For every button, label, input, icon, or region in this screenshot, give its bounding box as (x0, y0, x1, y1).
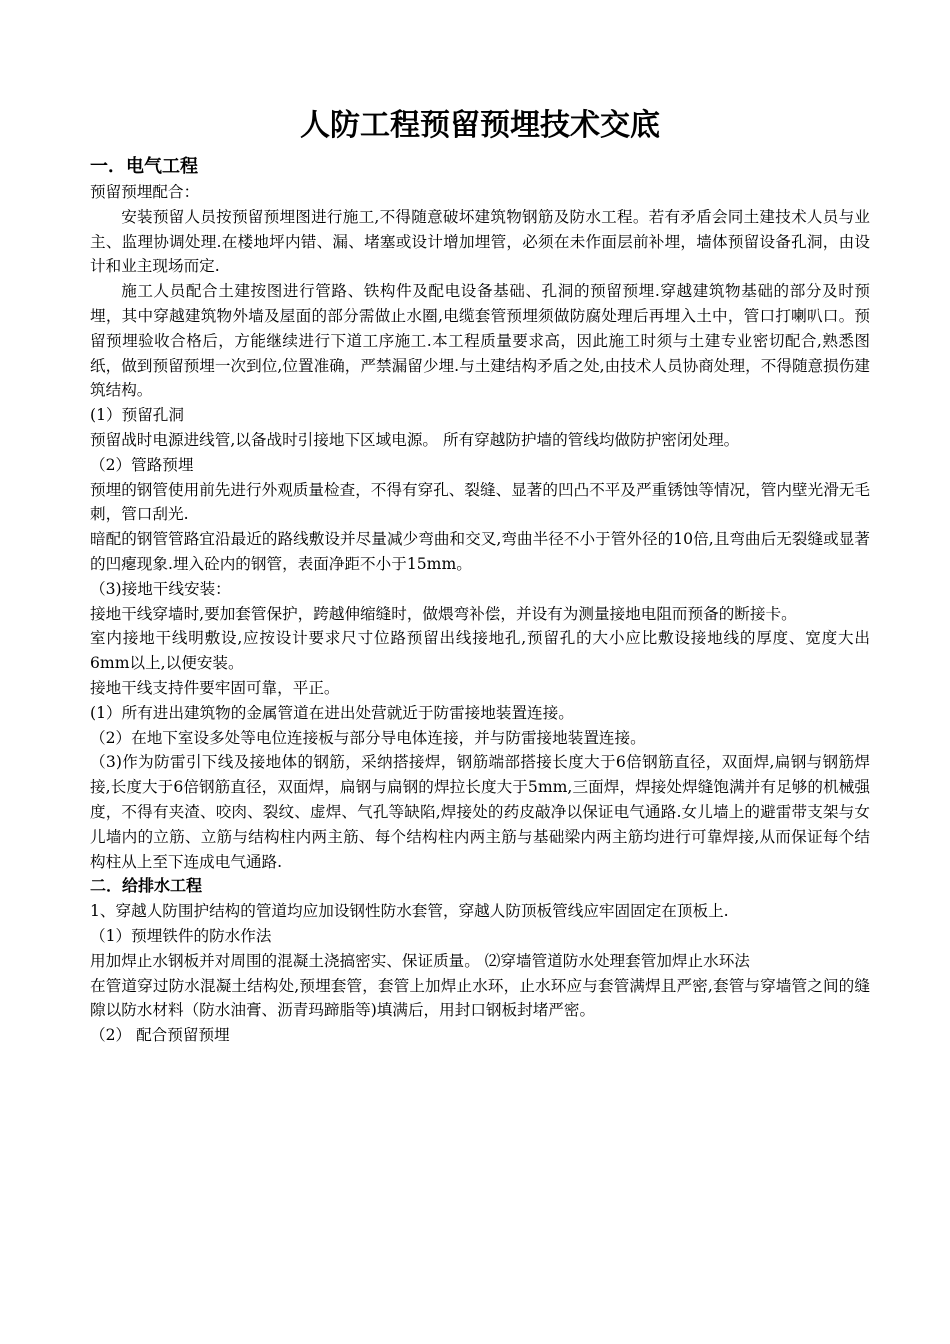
document-title: 人防工程预留预埋技术交底 (300, 108, 660, 143)
paragraph: 预埋的钢管使用前先进行外观质量检查，不得有穿孔、裂缝、显著的凹凸不平及严重锈蚀等情况，管内壁光滑无毛刺，管口刮光. (90, 480, 870, 524)
intro-label: 预留预埋配合： (90, 183, 200, 201)
item-title: （2） 配合预留预埋 (90, 1026, 230, 1045)
item-title: （3)接地干线安装： (90, 579, 231, 598)
paragraph: 接地干线支持件要牢固可靠，平正。 (90, 678, 340, 697)
list-item: (1）所有进出建筑物的金属管道在进出处营就近于防雷接地装置连接。 (90, 703, 574, 722)
section-heading-plumbing: 二．给排水工程 (90, 876, 203, 896)
item-title: (1）预留孔洞 (90, 406, 184, 425)
item-title: （2）管路预埋 (90, 455, 194, 474)
section-heading-electrical: 一．电气工程 (90, 156, 198, 177)
paragraph: 暗配的钢管管路宜沿最近的路线敷设并尽量减少弯曲和交叉,弯曲半径不小于管外径的10倍,且弯曲后无裂缝或显著的凹瘪现象.埋入砼内的钢管，表面净距不小于15mm。 (90, 530, 870, 573)
paragraph: 室内接地干线明敷设,应按设计要求尺寸位路预留出线接地孔,预留孔的大小应比敷设接地线的厚度、宽度大出6mm以上,以便安装。 (90, 629, 870, 673)
paragraph: 预留战时电源进线管,以备战时引接地下区域电源。 所有穿越防护墙的管线均做防护密闭处理。 (90, 430, 740, 449)
paragraph: 1、穿越人防围护结构的管道均应加设钢性防水套管，穿越人防顶板管线应牢固固定在顶板上. (90, 902, 729, 921)
paragraph: 在管道穿过防水混凝土结构处,预埋套管，套管上加焊止水环，止水环应与套管满焊且严密,套管与穿墙管之间的缝隙以防水材料（防水油膏、沥青玛蹄脂等)填满后，用封口钢板封堵严密。 (90, 976, 870, 1020)
list-item: （2）在地下室设多处等电位连接板与部分导电体连接，并与防雷接地装置连接。 (90, 728, 646, 747)
list-item: （3)作为防雷引下线及接地体的钢筋，采纳搭接焊，钢筋端部搭接长度大于6倍钢筋直径，双面焊,扁钢与钢筋焊接,长度大于6倍钢筋直径，双面焊，扁钢与扁钢的焊拉长度大于5mm,三面焊，焊接处焊缝饱满并有足够的机械强度，不得有夹渣、咬肉、裂纹、虚焊、气孔等缺陷,焊接处的药皮敲净以保证电气通路.女儿墙上的避雷带支架与女儿墙内的立筋、立筋与结构柱内两主筋、每个结构柱内两主筋与基础梁内两主筋均进行可靠焊接,从而保证每个结构柱从上至下连成电气通路. (90, 753, 870, 871)
item-title: （1）预埋铁件的防水作法 (90, 926, 272, 945)
paragraph: 用加焊止水钢板并对周围的混凝土浇搞密实、保证质量。 ⑵穿墙管道防水处理套管加焊止水环法 (90, 951, 750, 970)
paragraph: 接地干线穿墙时,要加套管保护，跨越伸缩缝时，做煨弯补偿，并设有为测量接地电阻而预备的断接卡。 (90, 604, 797, 623)
document-page (90, 100, 870, 1048)
paragraph: 安装预留人员按预留预埋图进行施工,不得随意破坏建筑物钢筋及防水工程。若有矛盾会同土建技术人员与业主、监理协调处理.在楼地坪内错、漏、堵塞或设计增加埋管，必须在未作面层前补埋，墙体预留设备孔洞，由设计和业主现场而定. (90, 207, 870, 276)
paragraph: 施工人员配合土建按图进行管路、铁构件及配电设备基础、孔洞的预留预埋.穿越建筑物基础的部分及时预埋，其中穿越建筑物外墙及屋面的部分需做止水圈,电缆套管预埋须做防腐处理后再埋入土中，管口打喇叭口。预留预埋验收合格后，方能继续进行下道工序施工.本工程质量要求高，因此施工时须与土建专业密切配合,熟悉图纸，做到预留预埋一次到位,位置准确，严禁漏留少埋.与土建结构矛盾之处,由技术人员协商处理，不得随意损伤建筑结构。 (90, 282, 870, 400)
